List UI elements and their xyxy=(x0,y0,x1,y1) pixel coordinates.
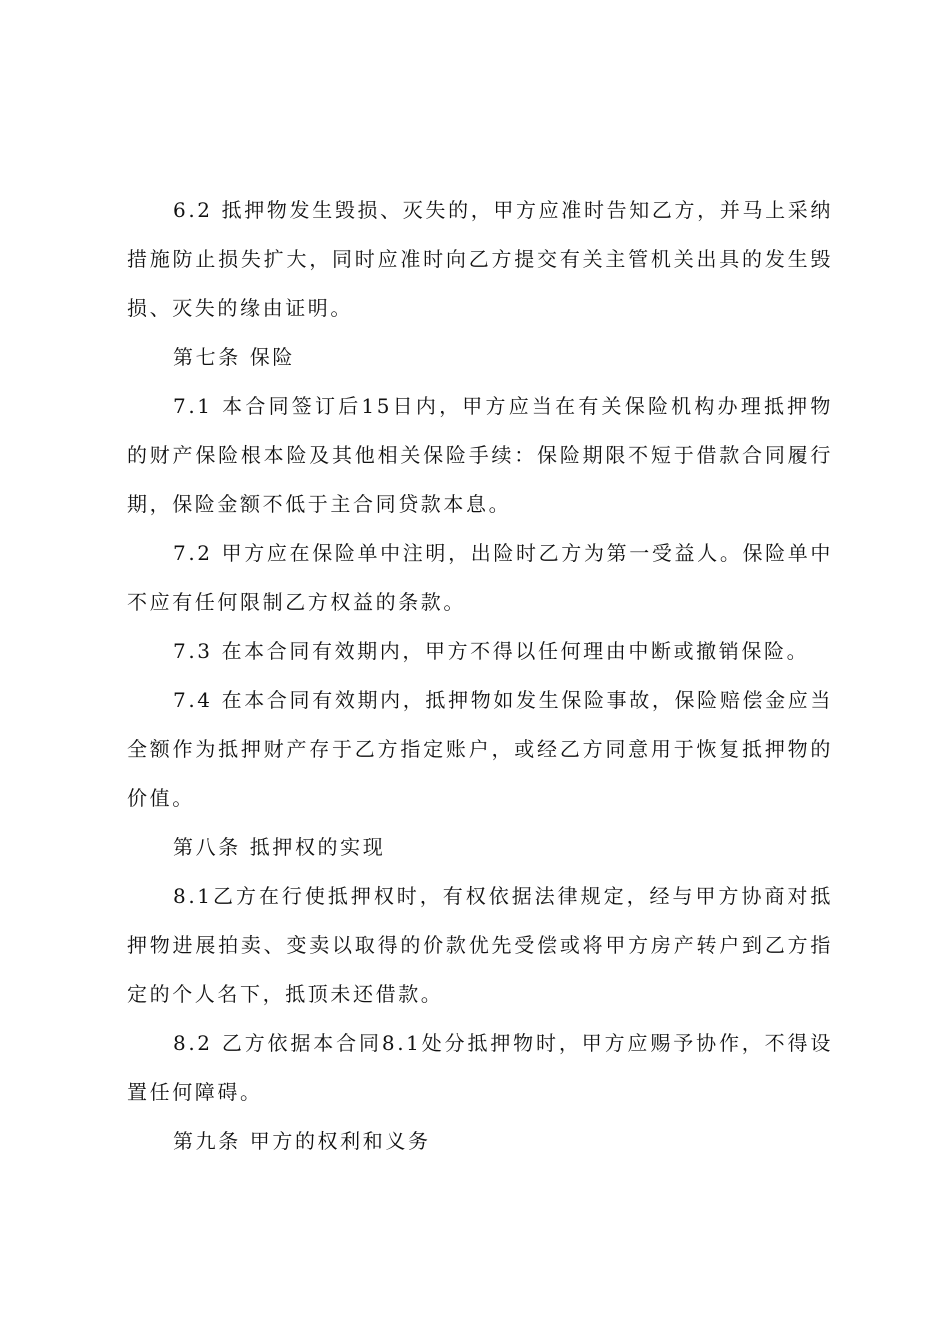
clause-7-3: 7.3 在本合同有效期内，甲方不得以任何理由中断或撤销保险。 xyxy=(173,639,810,663)
article-9-heading: 第九条 甲方的权利和义务 xyxy=(173,1129,431,1153)
article-8-heading: 第八条 抵押权的实现 xyxy=(173,835,386,859)
clause-7-1: 7.1 本合同签订后15日内，甲方应当在有关保险机构办理抵押物的财产保险根本险及其他相关保险手续：保险期限不短于借款合同履行期，保险金额不低于主合同贷款本息。 xyxy=(127,394,833,516)
clause-8-2: 8.2 乙方依据本合同8.1处分抵押物时，甲方应赐予协作，不得设置任何障碍。 xyxy=(127,1031,833,1104)
article-7-heading: 第七条 保险 xyxy=(173,345,295,369)
clause-8-1: 8.1乙方在行使抵押权时，有权依据法律规定，经与甲方协商对抵押物进展拍卖、变卖以取得的价款优先受偿或将甲方房产转户到乙方指定的个人名下，抵顶未还借款。 xyxy=(127,884,833,1006)
clause-7-2: 7.2 甲方应在保险单中注明，出险时乙方为第一受益人。保险单中不应有任何限制乙方权益的条款。 xyxy=(127,541,833,614)
clause-6-2: 6.2 抵押物发生毁损、灭失的，甲方应准时告知乙方，并马上采纳措施防止损失扩大，同时应准时向乙方提交有关主管机关出具的发生毁损、灭失的缘由证明。 xyxy=(127,198,833,320)
clause-7-4: 7.4 在本合同有效期内，抵押物如发生保险事故，保险赔偿金应当全额作为抵押财产存于乙方指定账户，或经乙方同意用于恢复抵押物的价值。 xyxy=(127,688,833,810)
document-body xyxy=(127,186,833,1166)
